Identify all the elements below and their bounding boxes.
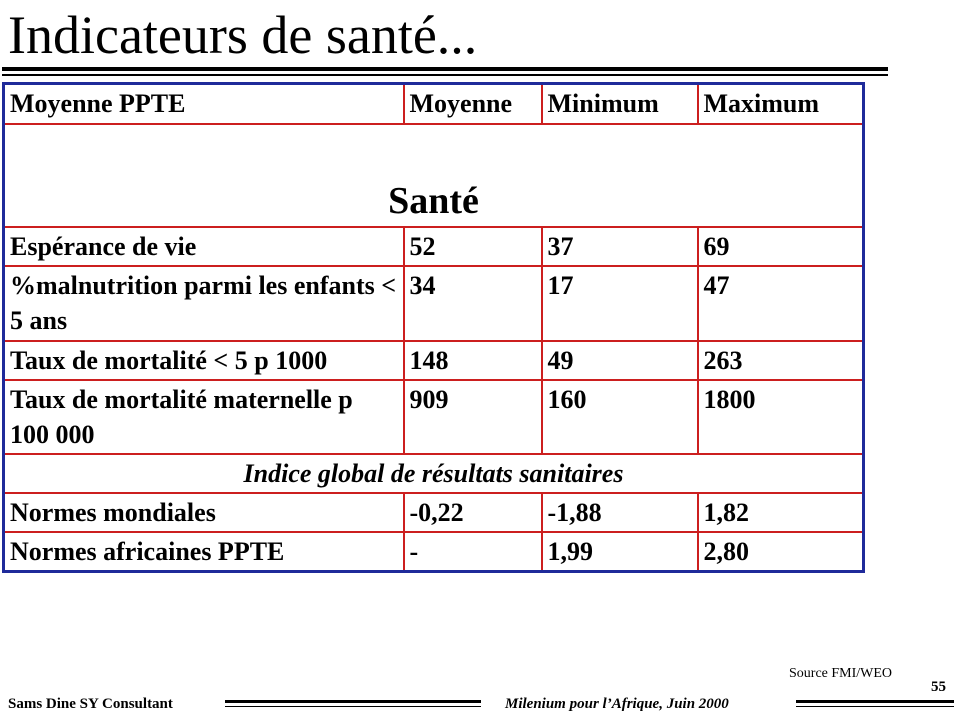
cell-minimum: 160 [542, 380, 698, 454]
cell-maximum: 263 [698, 341, 864, 380]
table-row [4, 341, 864, 380]
cell-moyenne: - [404, 532, 542, 572]
cell-maximum: 1,82 [698, 493, 864, 532]
cell-minimum: 17 [542, 266, 698, 341]
table-row [4, 227, 864, 266]
cell-moyenne: 909 [404, 380, 542, 454]
row-label: Taux de mortalité maternelle p 100 000 [4, 380, 404, 454]
slide-title: Indicateurs de santé... [8, 5, 478, 65]
header-cell: Moyenne [404, 84, 542, 124]
row-label: Taux de mortalité < 5 p 1000 [4, 341, 404, 380]
footer-author: Sams Dine SY Consultant [8, 696, 173, 712]
row-label: Normes mondiales [4, 493, 404, 532]
table-row [4, 380, 864, 454]
table-row [4, 493, 864, 532]
cell-moyenne: 34 [404, 266, 542, 341]
row-label: Espérance de vie [4, 227, 404, 266]
cell-maximum: 1800 [698, 380, 864, 454]
section-title-index: Indice global de résultats sanitaires [4, 454, 864, 493]
row-label: Normes africaines PPTE [4, 532, 404, 572]
cell-moyenne: 52 [404, 227, 542, 266]
title-rule-thin [2, 74, 888, 76]
cell-minimum: -1,88 [542, 493, 698, 532]
cell-minimum: 37 [542, 227, 698, 266]
cell-minimum: 1,99 [542, 532, 698, 572]
header-cell: Minimum [542, 84, 698, 124]
row-label: %malnutrition parmi les enfants < 5 ans [4, 266, 404, 341]
cell-maximum: 2,80 [698, 532, 864, 572]
footer-rule [225, 700, 481, 703]
section-title-health: Santé [4, 124, 864, 227]
title-rule-thick [2, 67, 888, 71]
footer-event: Milenium pour l’Afrique, Juin 2000 [505, 696, 729, 712]
health-indicators-table [2, 82, 865, 573]
cell-maximum: 69 [698, 227, 864, 266]
cell-moyenne: 148 [404, 341, 542, 380]
cell-minimum: 49 [542, 341, 698, 380]
footer-rule [225, 706, 481, 707]
section-row [4, 454, 864, 493]
footer-rule [796, 700, 954, 703]
table-row [4, 532, 864, 572]
table-row [4, 266, 864, 341]
page-number: 55 [931, 679, 946, 695]
footer-rule [796, 706, 954, 707]
section-row [4, 124, 864, 227]
cell-moyenne: -0,22 [404, 493, 542, 532]
cell-maximum: 47 [698, 266, 864, 341]
table-header-row [4, 84, 864, 124]
header-cell: Maximum [698, 84, 864, 124]
header-cell: Moyenne PPTE [4, 84, 404, 124]
source-note: Source FMI/WEO [789, 666, 893, 681]
